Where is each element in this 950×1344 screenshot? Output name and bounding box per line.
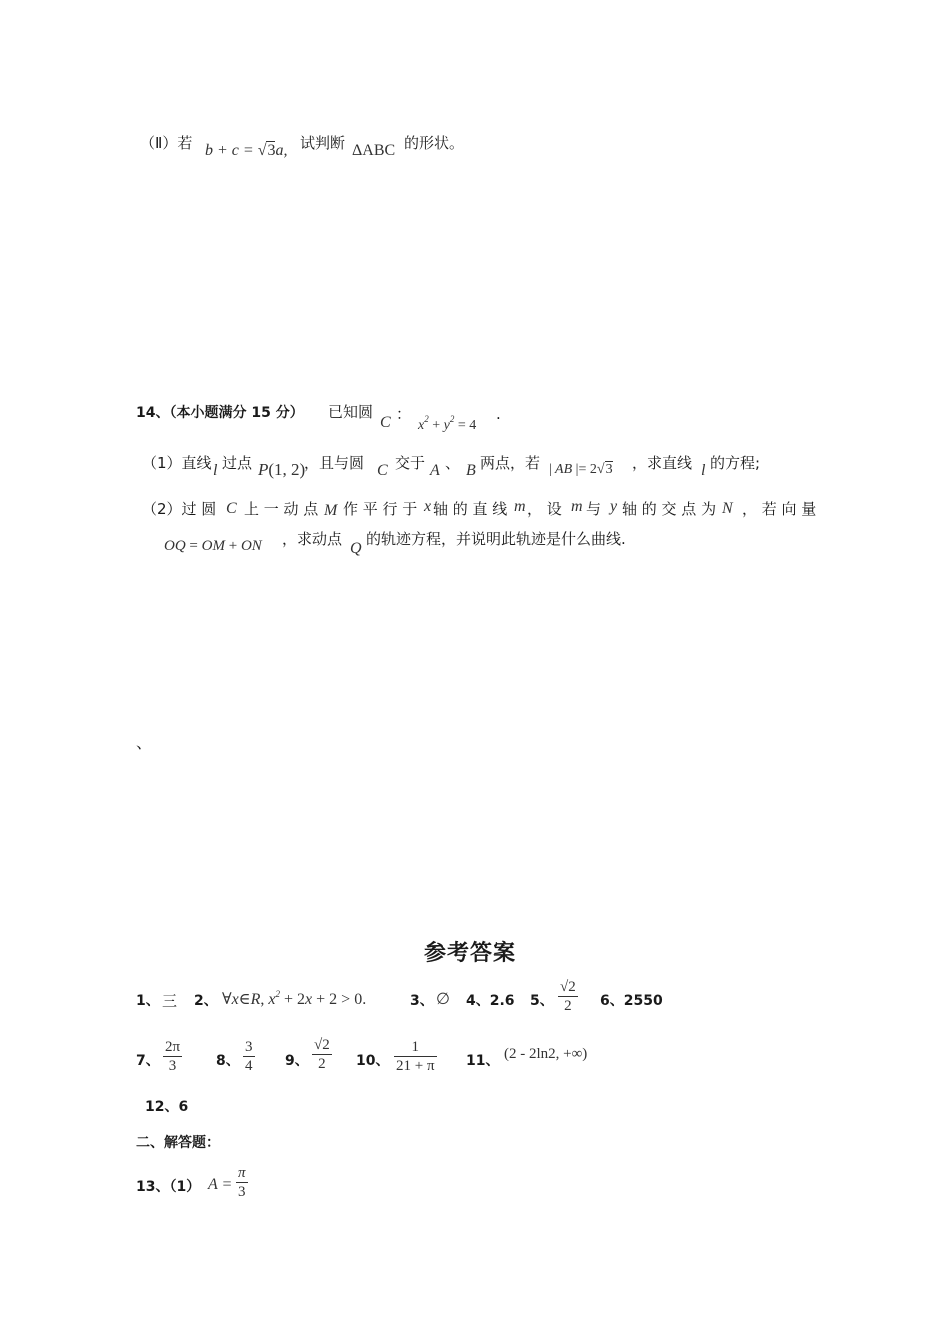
answer-11-label: 11、 bbox=[466, 1053, 500, 1069]
q14-p1-t3: 交于 bbox=[395, 454, 426, 472]
q14-circle-c: C bbox=[380, 414, 391, 431]
q14-p1-c: C bbox=[377, 462, 388, 479]
answer-13-label: 13、（1） bbox=[136, 1179, 201, 1195]
q14-p1-t2: ，且与圆 bbox=[304, 454, 365, 472]
q14-p1-l: l bbox=[213, 462, 218, 479]
answer-5-num: √2 bbox=[560, 979, 576, 995]
answer-7-fraction bbox=[163, 1038, 182, 1075]
q14-p2-t4: ， 设 bbox=[527, 500, 562, 518]
q14-p2-t5: 与 bbox=[586, 500, 602, 518]
q14-p2-t7: ， 若 向 量 bbox=[742, 500, 817, 518]
answer-2-value: ∀x∈R, $x^2 + 2x + 2 > 0$. bbox=[222, 989, 367, 1008]
answer-2-label: 2、 bbox=[194, 993, 218, 1009]
q14-p2-c: C bbox=[226, 500, 237, 517]
answer-1-label: 1、 bbox=[136, 993, 160, 1009]
q14-p1-label: （1）直线 bbox=[142, 454, 212, 472]
answer-3-label: 3、 bbox=[410, 993, 434, 1009]
answer-9-num: √2 bbox=[314, 1037, 330, 1053]
stray-mark: 、 bbox=[136, 733, 153, 752]
q14-p2-vector-eq: OQ = OM + ON bbox=[164, 538, 262, 554]
answer-10-den: 21 + π bbox=[396, 1058, 435, 1074]
part2-line bbox=[140, 132, 192, 153]
answer-8-den: 4 bbox=[245, 1058, 253, 1074]
q14-p1-t5: ，求直线 bbox=[632, 454, 693, 472]
q14-p1-b: B bbox=[466, 462, 476, 479]
answer-13-num: π bbox=[238, 1165, 246, 1181]
q14-p1-sep: 、 bbox=[445, 454, 461, 472]
answer-10-label: 10、 bbox=[356, 1053, 390, 1069]
q14-p1-t6: 的方程; bbox=[710, 454, 761, 472]
answers-title: 参考答案 bbox=[424, 941, 517, 966]
answer-10-num: 1 bbox=[411, 1039, 420, 1055]
answer-1-value: 三 bbox=[162, 992, 178, 1010]
answer-9-label: 9、 bbox=[285, 1053, 309, 1069]
q14-p1-a: A bbox=[430, 462, 440, 479]
answer-6: 6、2550 bbox=[600, 993, 663, 1009]
answer-5-den: 2 bbox=[564, 998, 572, 1014]
q14-p1-t1: 过点 bbox=[222, 454, 253, 472]
part2-triangle: ΔABC bbox=[352, 142, 396, 159]
answer-5-label: 5、 bbox=[530, 993, 554, 1009]
q14-p2-y: y bbox=[610, 498, 618, 515]
part2-label: （Ⅱ）若 bbox=[140, 134, 193, 152]
answer-8-fraction bbox=[243, 1038, 255, 1075]
answer-5-fraction bbox=[558, 978, 578, 1015]
answer-9-den: 2 bbox=[318, 1056, 326, 1072]
section-2-heading: 二、解答题： bbox=[136, 1135, 220, 1151]
answer-10-fraction bbox=[394, 1038, 437, 1075]
answer-8-num: 3 bbox=[245, 1039, 253, 1055]
answer-11-value: (2 - 2ln2, +∞) bbox=[504, 1046, 588, 1062]
q14-p2-m2: m bbox=[571, 498, 583, 515]
answer-12: 12、6 bbox=[145, 1099, 189, 1115]
answer-13-lhs: A = bbox=[208, 1176, 233, 1193]
answer-7-den: 3 bbox=[168, 1058, 177, 1074]
q14-equation: $x^2 + y^2 = 4$ bbox=[418, 414, 477, 433]
q14-p2-n: N bbox=[722, 500, 733, 517]
q14-dot: . bbox=[496, 405, 501, 423]
q14-p1-ab: | AB |= 2√3 bbox=[549, 462, 613, 477]
answer-7-num: 2π bbox=[165, 1039, 181, 1055]
part2-condition: b + c = √3a, bbox=[205, 142, 288, 159]
answer-13-fraction bbox=[236, 1164, 248, 1201]
q14-p2-t1: 上 一 动 点 bbox=[244, 500, 319, 518]
answer-13-den: 3 bbox=[238, 1184, 246, 1200]
q14-p1-point: P(1, 2) bbox=[258, 460, 306, 479]
q14-colon: ： bbox=[396, 405, 412, 423]
q14-text: 已知圆 bbox=[328, 403, 374, 421]
q14-p2-x: x bbox=[424, 498, 432, 515]
answer-8-label: 8、 bbox=[216, 1053, 240, 1069]
q14-p1-l2: l bbox=[701, 462, 706, 479]
q14-p2-m: m bbox=[514, 498, 526, 515]
q14-p2-t8: ，求动点 bbox=[282, 530, 343, 548]
q14-p1-t4: 两点，若 bbox=[480, 454, 541, 472]
part2-text: 试判断 bbox=[300, 134, 346, 152]
part2-tail: 的形状。 bbox=[404, 134, 465, 152]
q14-p2-q: Q bbox=[350, 540, 362, 557]
q14-p2-t6: 轴 的 交 点 为 bbox=[622, 500, 717, 518]
q14-p2-m-point: M bbox=[324, 502, 338, 519]
q14-p2-t2: 作 平 行 于 bbox=[343, 500, 418, 518]
answer-3-value: ∅ bbox=[436, 991, 450, 1008]
answer-9-fraction bbox=[312, 1036, 332, 1073]
answer-7-label: 7、 bbox=[136, 1053, 160, 1069]
q14-heading: 14、（本小题满分 15 分） bbox=[136, 405, 304, 421]
q14-p2-label: （2）过 圆 bbox=[142, 500, 217, 518]
q14-p2-t9: 的轨迹方程，并说明此轨迹是什么曲线. bbox=[366, 530, 626, 548]
answer-4: 4、2.6 bbox=[466, 993, 515, 1009]
q14-p2-t3: 轴 的 直 线 bbox=[433, 500, 508, 518]
